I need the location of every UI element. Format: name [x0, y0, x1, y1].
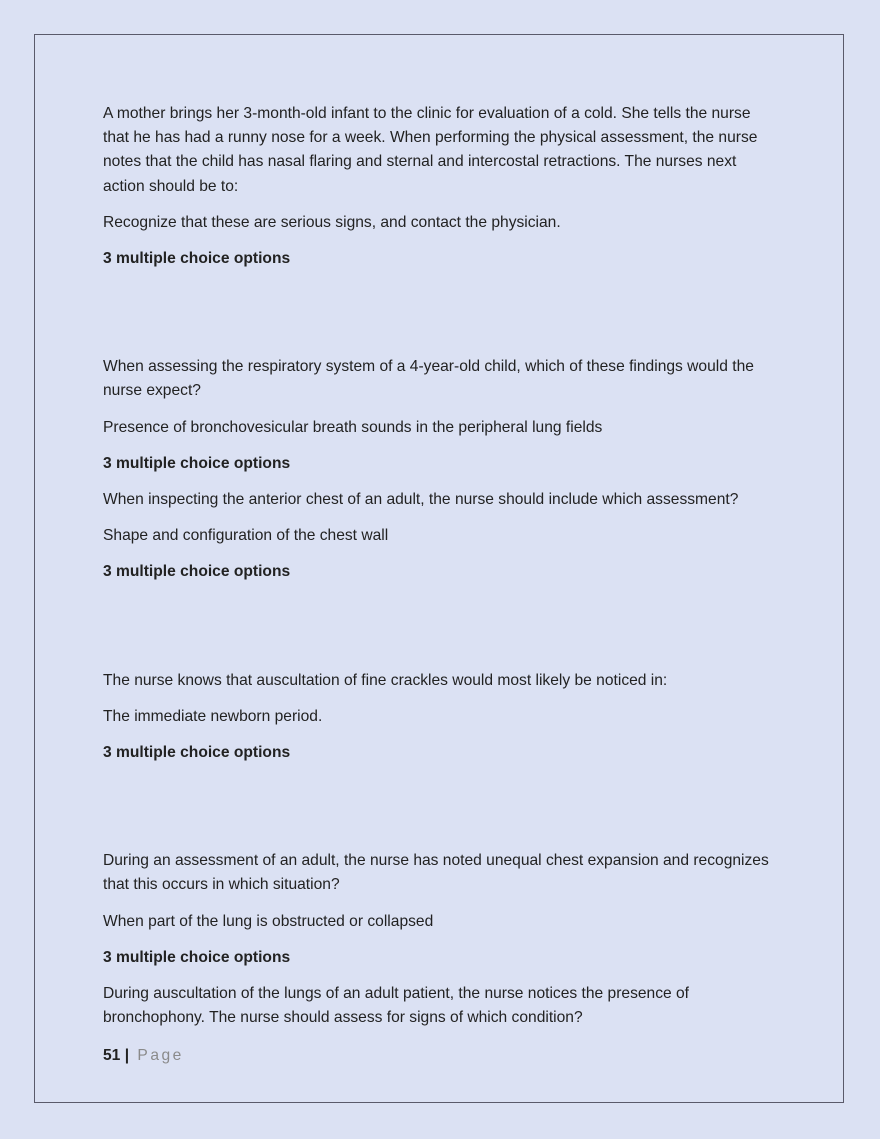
answer-text: The immediate newborn period. [103, 707, 323, 725]
question-text: A mother brings her 3-month-old infant to the clinic for evaluation of a cold. She tells the nurse that he has had a runny nose for a week. When performing the physical assessment, the nurse notes that the child has nasal flaring and sternal and intercostal retractions. The nurses next action should be to: [103, 105, 758, 195]
question-text: When assessing the respiratory system of a 4-year-old child, which of these findings would the nurse expect? [103, 358, 754, 400]
question-text: During auscultation of the lungs of an adult patient, the nurse notices the presence of bronchophony. The nurse should assess for signs of which condition? [103, 985, 690, 1027]
options-label: 3 multiple choice options [103, 948, 291, 966]
question-text: The nurse knows that auscultation of fine crackles would most likely be noticed in: [103, 671, 668, 689]
page-footer [103, 1044, 184, 1068]
question-text: During an assessment of an adult, the nurse has noted unequal chest expansion and recognizes that this occurs in which situation? [103, 852, 769, 894]
options-label: 3 multiple choice options [103, 250, 291, 268]
page-word: Page [137, 1047, 184, 1064]
spacer [103, 777, 775, 849]
answer-text: Shape and configuration of the chest wall [103, 527, 389, 545]
answer-text: When part of the lung is obstructed or collapsed [103, 912, 434, 930]
options-label: 3 multiple choice options [103, 563, 291, 581]
answer-text: Recognize that these are serious signs, and contact the physician. [103, 213, 561, 231]
answer-text: Presence of bronchovesicular breath sounds in the peripheral lung fields [103, 418, 603, 436]
question-text: When inspecting the anterior chest of an adult, the nurse should include which assessment? [103, 491, 739, 509]
document-body [103, 102, 775, 1042]
footer-separator: | [124, 1047, 130, 1064]
spacer [103, 283, 775, 355]
options-label: 3 multiple choice options [103, 744, 291, 762]
options-label: 3 multiple choice options [103, 454, 291, 472]
page-number: 51 [103, 1047, 121, 1064]
spacer [103, 597, 775, 669]
